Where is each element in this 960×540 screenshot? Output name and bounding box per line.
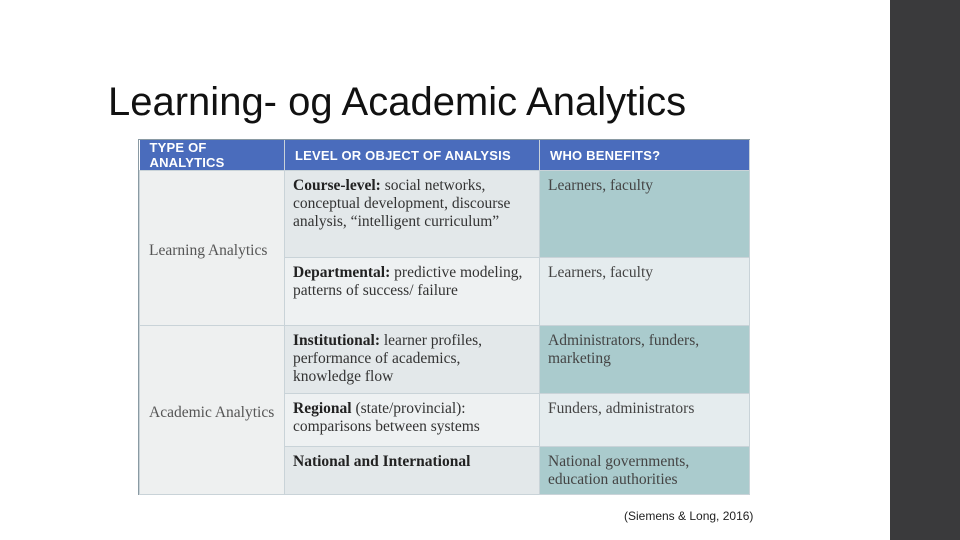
level-text: learner profiles, performance of academics, knowledge flow [293,332,482,385]
header-level: LEVEL OR OBJECT OF ANALYSIS [285,140,540,171]
benefits-cell: Funders, administrators [540,394,750,447]
level-text: (state/provincial): comparisons between systems [293,400,480,435]
citation: (Siemens & Long, 2016) [624,509,754,523]
level-cell [285,258,540,326]
table-row [140,171,750,258]
level-text: predictive modeling, patterns of success/ failure [293,264,523,299]
slide-title: Learning- og Academic Analytics [108,80,687,124]
type-cell: Learning Analytics [140,171,285,326]
level-bold: Institutional: [293,332,380,349]
benefits-cell: Administrators, funders, marketing [540,326,750,394]
table-row [140,326,750,394]
level-cell [285,394,540,447]
type-cell: Academic Analytics [140,326,285,495]
slide-sidebar-bar [890,0,960,540]
level-bold: Course-level: [293,177,381,194]
header-benefits: WHO BENEFITS? [540,140,750,171]
benefits-cell: National governments, education authorities [540,447,750,495]
level-bold: Regional [293,400,352,417]
level-cell [285,447,540,495]
header-type: TYPE OF ANALYTICS [140,140,285,171]
level-cell [285,171,540,258]
analytics-table [138,139,750,495]
benefits-cell: Learners, faculty [540,171,750,258]
benefits-cell: Learners, faculty [540,258,750,326]
table-header-row [140,140,750,171]
level-bold: National and International [293,453,471,470]
level-cell [285,326,540,394]
level-bold: Departmental: [293,264,391,281]
level-text: social networks, conceptual development, discourse analysis, “intelligent curriculum” [293,177,511,230]
